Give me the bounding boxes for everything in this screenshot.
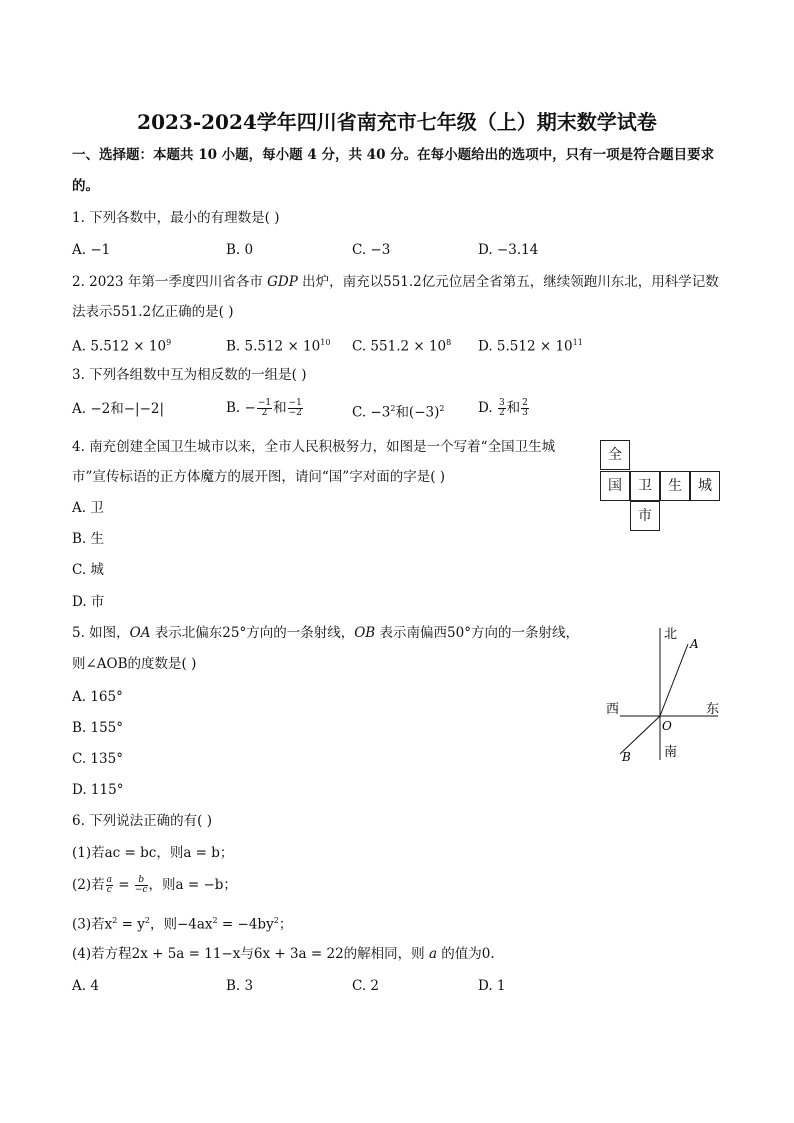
q2-option-c: C. $551.2 \times 10^8$ — [352, 338, 452, 355]
q1-option-d: D. −3.14 — [478, 242, 539, 258]
q2-stem-line1: 2. 2023 年第一季度四川省各市 GDP 出炉，南充以551.2亿元位居全省第五，继续领跑川东北，用科学记数 — [72, 274, 719, 290]
q4-stem-line2: 市”宣传标语的正方体魔方的展开图，请问“国”字对面的字是( ) — [72, 469, 446, 485]
q3-option-b: B. − $\frac{-1}{2}$ 和 $\frac{-1}{-2}$ — [226, 398, 302, 418]
section-instruction-line1: 一、选择题：本题共 10 小题，每小题 4 分，共 40 分。在每小题给出的选项中，只有一项是符合题目要求 — [72, 147, 715, 163]
q4-option-a: A. 卫 — [72, 500, 104, 516]
q5-option-d: D. 115° — [72, 782, 124, 798]
cube-face-row-2: 卫 — [630, 471, 660, 501]
q4-option-d: D. 市 — [72, 594, 105, 610]
q3-option-a: A. −2和−|−2| — [72, 401, 165, 417]
fraction: $\frac{b}{-c}$ — [134, 875, 148, 895]
q4-option-b: B. 生 — [72, 531, 105, 547]
q1-option-b: B. 0 — [226, 242, 254, 258]
q5-stem-line2: 则∠AOB的度数是( ) — [72, 656, 197, 672]
fraction: $\frac{3}{2}$ — [498, 398, 505, 418]
section-instruction-line2: 的。 — [72, 178, 99, 194]
q3-stem: 3. 下列各组数中互为相反数的一组是( ) — [72, 367, 307, 383]
q2-option-d: D. $5.512 \times 10^{11}$ — [478, 338, 583, 355]
q3-option-c: C. $-3^2$和$(-3)^2$ — [352, 404, 445, 421]
cube-face-row-4: 城 — [690, 471, 720, 501]
q2-stem-line2: 法表示551.2亿正确的是( ) — [72, 304, 234, 320]
cube-face-row-1: 国 — [600, 471, 630, 501]
q6-option-b: B. 3 — [226, 978, 254, 994]
compass-figure — [600, 620, 725, 770]
fraction: $\frac{-1}{-2}$ — [288, 398, 302, 418]
fraction: $\frac{2}{3}$ — [522, 398, 528, 418]
q5-option-c: C. 135° — [72, 751, 123, 767]
q6-statement-2: (2)若 $\frac{a}{c}$ = $\frac{b}{-c}$ ，则a = −b； — [72, 875, 237, 895]
label-south: 南 — [664, 745, 678, 760]
q2-option-a: A. $5.512 \times 10^9$ — [72, 338, 172, 355]
cube-face-bottom: 市 — [630, 501, 660, 531]
fraction: $\frac{a}{c}$ — [106, 875, 112, 895]
label-west: 西 — [606, 702, 620, 717]
cube-face-top: 全 — [600, 440, 630, 470]
label-o: O — [662, 719, 672, 733]
label-north: 北 — [664, 627, 678, 642]
q6-option-c: C. 2 — [352, 978, 380, 994]
q1-option-a: A. −1 — [72, 242, 111, 258]
q6-stem: 6. 下列说法正确的有( ) — [72, 813, 212, 829]
fraction: $\frac{-1}{2}$ — [257, 398, 272, 418]
q2-option-b: B. $5.512 \times 10^{10}$ — [226, 338, 331, 355]
label-b: B — [622, 750, 631, 764]
q1-stem: 1. 下列各数中，最小的有理数是( ) — [72, 210, 280, 226]
q4-stem-line1: 4. 南充创建全国卫生城市以来，全市人民积极努力，如图是一个写着“全国卫生城 — [72, 439, 556, 455]
label-east: 东 — [706, 702, 720, 717]
q6-option-a: A. 4 — [72, 978, 99, 994]
q5-option-a: A. 165° — [72, 689, 123, 705]
q5-option-b: B. 155° — [72, 720, 124, 736]
q3-option-d: D. $\frac{3}{2}$ 和 $\frac{2}{3}$ — [478, 398, 528, 418]
cube-face-row-3: 生 — [660, 471, 690, 501]
q5-stem-line1: 5. 如图，OA 表示北偏东25°方向的一条射线，OB 表示南偏西50°方向的一条射线， — [72, 625, 579, 641]
label-a: A — [690, 637, 699, 651]
page-title: 2023-2024学年四川省南充市七年级（上）期末数学试卷 — [137, 110, 657, 134]
ray-ob — [620, 716, 660, 754]
q4-option-c: C. 城 — [72, 562, 104, 578]
q6-statement-3: (3)若$x^2 = y^2$，则$-4ax^2 = -4by^2$； — [72, 916, 293, 933]
ray-oa — [660, 644, 688, 716]
q1-option-c: C. −3 — [352, 242, 391, 258]
q6-statement-1: (1)若ac = bc，则a = b； — [72, 845, 234, 861]
q6-statement-4: (4)若方程2x + 5a = 11−x与6x + 3a = 22的解相同，则 a 的值为0. — [72, 946, 495, 962]
q6-option-d: D. 1 — [478, 978, 506, 994]
